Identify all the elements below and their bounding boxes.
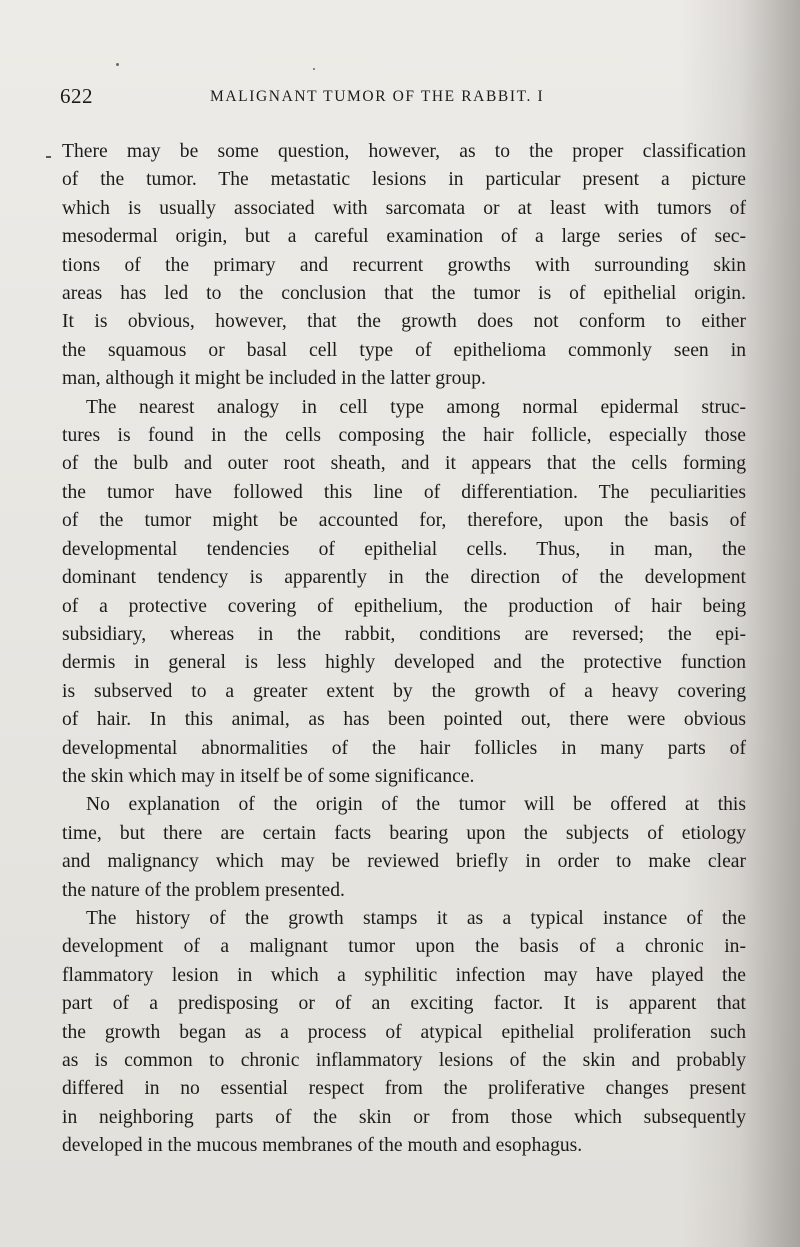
text-line: is subserved to a greater extent by the growth of a heavy covering	[62, 680, 746, 702]
text-line: flammatory lesion in which a syphilitic infection may have played the	[62, 964, 746, 986]
text-line: man, although it might be included in the latter group.	[62, 368, 486, 390]
text-line: developmental tendencies of epithelial cells. Thus, in man, the	[62, 538, 746, 560]
text-line: dominant tendency is apparently in the direction of the development	[62, 567, 746, 589]
text-line: of the tumor might be accounted for, therefore, upon the basis of	[62, 510, 746, 532]
margin-mark	[46, 156, 51, 158]
text-line: dermis in general is less highly developed and the protective function	[62, 652, 746, 674]
text-line: It is obvious, however, that the growth does not conform to either	[62, 311, 746, 333]
text-line: the squamous or basal cell type of epithelioma commonly seen in	[62, 339, 746, 361]
text-line: time, but there are certain facts bearing upon the subjects of etiology	[62, 822, 746, 844]
text-line: subsidiary, whereas in the rabbit, conditions are reversed; the epi-	[62, 623, 746, 645]
running-title: MALIGNANT TUMOR OF THE RABBIT. I	[210, 88, 545, 105]
text-line: tures is found in the cells composing the hair follicle, especially those	[62, 425, 746, 447]
body-text	[62, 138, 746, 1161]
text-line: of the tumor. The metastatic lesions in particular present a picture	[62, 169, 746, 191]
text-line: The nearest analogy in cell type among normal epidermal struc-	[86, 396, 746, 418]
paper-speck	[313, 68, 315, 70]
text-line: as is common to chronic inflammatory lesions of the skin and probably	[62, 1050, 746, 1071]
text-line: developed in the mucous membranes of the mouth and esophagus.	[62, 1135, 583, 1157]
paper-speck	[116, 63, 119, 66]
text-line: mesodermal origin, but a careful examination of a large series of sec-	[62, 226, 746, 248]
paragraph-4	[62, 905, 746, 1161]
text-line: the growth began as a process of atypical epithelial proliferation such	[62, 1021, 746, 1043]
text-line: of hair. In this animal, as has been pointed out, there were obvious	[62, 709, 746, 731]
paragraph-3	[62, 791, 746, 905]
text-line: part of a predisposing or of an exciting factor. It is apparent that	[62, 993, 746, 1015]
text-line: of a protective covering of epithelium, the production of hair being	[62, 595, 746, 617]
text-line: development of a malignant tumor upon the basis of a chronic in-	[62, 936, 746, 958]
paragraph-1	[62, 138, 746, 394]
text-line: and malignancy which may be reviewed briefly in order to make clear	[62, 851, 746, 873]
text-line: differed in no essential respect from the proliferative changes present	[62, 1078, 746, 1100]
text-line: The history of the growth stamps it as a typical instance of the	[86, 907, 746, 929]
running-head	[60, 84, 750, 114]
text-line: the nature of the problem presented.	[62, 879, 345, 901]
text-line: the skin which may in itself be of some significance.	[62, 765, 475, 787]
text-line: of the bulb and outer root sheath, and it appears that the cells forming	[62, 453, 746, 475]
text-line: in neighboring parts of the skin or from those which subsequently	[62, 1106, 746, 1128]
text-line: tions of the primary and recurrent growths with surrounding skin	[62, 254, 746, 276]
text-line: There may be some question, however, as to the proper classification	[62, 141, 746, 162]
text-line: developmental abnormalities of the hair follicles in many parts of	[62, 737, 746, 759]
page-number: 622	[60, 84, 93, 108]
text-line: which is usually associated with sarcomata or at least with tumors of	[62, 197, 746, 219]
text-line: No explanation of the origin of the tumor will be offered at this	[86, 794, 746, 816]
text-line: areas has led to the conclusion that the tumor is of epithelial origin.	[62, 283, 746, 305]
text-line: the tumor have followed this line of differentiation. The peculiarities	[62, 481, 746, 503]
paragraph-2	[62, 394, 746, 792]
